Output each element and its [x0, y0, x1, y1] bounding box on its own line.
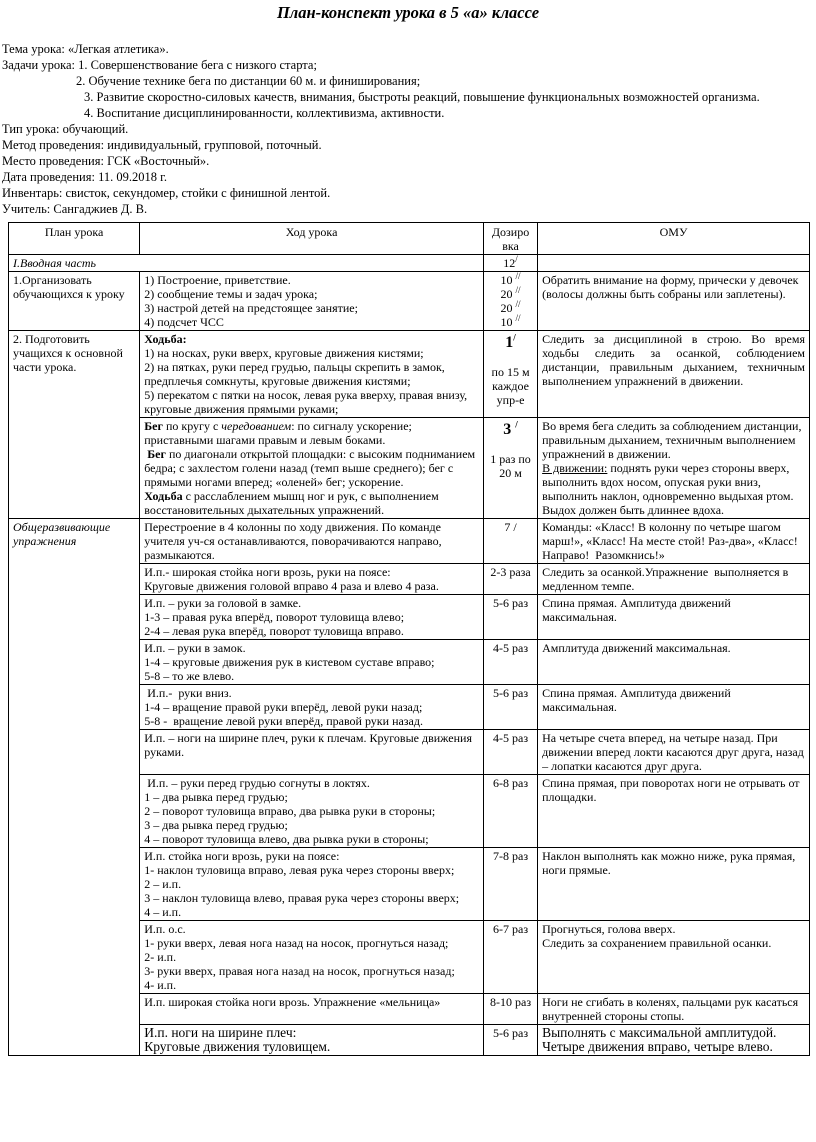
- course-cell: Бег по кругу с чередованием: по сигналу ускорение; приставными шагами правым и левым боками. Бег по диагонали открытой площадки: с высоким подниманием бедра; с захлестом голени назад (темп выше среднего); бег с прямыми ногами вперед; «оленей» бег; ускорение. Ходьба с расслаблением мышц ног и рук, с выполнением восстановительных дыхательных упражнений.: [140, 418, 484, 519]
- exercise-description: И.п. – ноги на ширине плеч, руки к плечам. Круговые движения руками.: [140, 730, 484, 775]
- exercise-dose: 5-6 раз: [483, 685, 537, 730]
- lesson-task-1: [2, 57, 802, 73]
- page-title: План-конспект урока в 5 «а» классе: [276, 3, 540, 22]
- lesson-method: Метод проведения: индивидуальный, групповой, поточный.: [2, 138, 322, 152]
- exercise-dose: 8-10 раз: [483, 994, 537, 1025]
- course-cell: [140, 331, 484, 418]
- walk-line: 1) на носках, руки вверх, круговые движения кистями;: [144, 346, 424, 360]
- exercise-omu: Спина прямая. Амплитуда движений максимальная.: [538, 685, 810, 730]
- exercise-dose: 4-5 раз: [483, 640, 537, 685]
- dose-cell: 10 // 20 // 20 // 10 //: [483, 272, 537, 331]
- intro-label: I.Вводная часть: [9, 255, 484, 272]
- exercise-description: И.п. – руки за головой в замке. 1-3 – правая рука вперёд, поворот туловища влево; 2-4 – левая рука вперёд, поворот туловища вправо.: [140, 595, 484, 640]
- lesson-task-4: 4. Воспитание дисциплинированности, коллективизма, активности.: [84, 106, 445, 120]
- exercise-dose: 4-5 раз: [483, 730, 537, 775]
- exercise-dose: 6-7 раз: [483, 921, 537, 994]
- table-header-row: [9, 223, 810, 255]
- column-header-plan: План урока: [9, 223, 140, 255]
- step-line: 3) настрой детей на предстоящее занятие;: [144, 301, 358, 315]
- exercise-dose: 7-8 раз: [483, 848, 537, 921]
- lesson-header: [2, 41, 802, 217]
- course-cell: [140, 272, 484, 331]
- exercise-omu: Выполнять с максимальной амплитудой. Четыре движения вправо, четыре влево.: [538, 1025, 810, 1056]
- lesson-plan-table: [8, 222, 810, 1056]
- lesson-date: Дата проведения: 11. 09.2018 г.: [2, 170, 167, 184]
- omu-cell: Во время бега следить за соблюдением дистанции, правильным дыханием, техничным выполнением упражнений в движении. В движении: поднять руки через стороны вверх, выполнить вдох носом, опуская руки вниз, выполнить наклон, одновременно выдыхая ртом. Выдох должен быть длиннее вдоха.: [538, 418, 810, 519]
- exercise-description: И.п.- руки вниз. 1-4 – вращение правой руки вперёд, левой руки назад; 5-8 - вращение левой руки вперёд, правой руки назад.: [140, 685, 484, 730]
- exercise-omu: Прогнуться, голова вверх. Следить за сохранением правильной осанки.: [538, 921, 810, 994]
- omu-cell: Следить за дисциплиной в строю. Во время ходьбы следить за осанкой, соблюдением дистанции, правильным дыханием, техничным выполнением упражнений в движении.: [538, 331, 810, 418]
- exercise-dose: 5-6 раз: [483, 1025, 537, 1056]
- plan-cell: 1.Организовать обучающихся к уроку: [9, 272, 140, 331]
- task-text: 1. Совершенствование бега с низкого старта;: [78, 58, 317, 72]
- walk-line: 2) на пятках, руки перед грудью, пальцы скрепить в замок, предплечья сомкнуты, круговые движения кистями;: [144, 360, 445, 388]
- exercise-omu: На четыре счета вперед, на четыре назад. При движении вперед локти касаются друг друга, назад – лопатки касаются друг друга.: [538, 730, 810, 775]
- step-line: 1) Построение, приветствие.: [144, 273, 291, 287]
- intro-omu: [538, 255, 810, 272]
- lesson-task-2: 2. Обучение технике бега по дистанции 60 м. и финиширования;: [76, 74, 421, 88]
- step-line: 4) подсчет ЧСС: [144, 315, 224, 329]
- exercise-dose: 2-3 раза: [483, 564, 537, 595]
- table-row: [9, 331, 810, 418]
- exercise-description: И.п. стойка ноги врозь, руки на поясе: 1- наклон туловища вправо, левая рука через стороны вверх; 2 – и.п. 3 – наклон туловища влево, правая рука через стороны вверх; 4 – и.п.: [140, 848, 484, 921]
- exercise-description: И.п. – руки в замок. 1-4 – круговые движения рук в кистевом суставе вправо; 5-8 – то же влево.: [140, 640, 484, 685]
- exercise-dose: 5-6 раз: [483, 595, 537, 640]
- column-header-dose: Дозиро вка: [483, 223, 537, 255]
- intro-dose: 12/: [483, 255, 537, 272]
- tasks-label: Задачи урока:: [2, 58, 79, 72]
- dose-cell: 3 / 1 раз по 20 м: [483, 418, 537, 519]
- walk-title: Ходьба:: [144, 332, 187, 346]
- column-header-course: Ход урока: [140, 223, 484, 255]
- exercise-description: И.п. – руки перед грудью согнуты в локтях. 1 – два рывка перед грудью; 2 – поворот туловища вправо, два рывка руки в стороны; 3 – два рывка перед грудью; 4 – поворот туловища влево, два рывка руки в стороны;: [140, 775, 484, 848]
- step-line: 2) сообщение темы и задач урока;: [144, 287, 318, 301]
- omu-cell: Обратить внимание на форму, прически у девочек (волосы должны быть собраны или заплетены).: [538, 272, 810, 331]
- lesson-place: Место проведения: ГСК «Восточный».: [2, 154, 210, 168]
- exercise-row: [9, 519, 810, 564]
- dose-cell: 1/ по 15 м каждое упр-е: [483, 331, 537, 418]
- exercise-description: И.п. широкая стойка ноги врозь. Упражнение «мельница»: [140, 994, 484, 1025]
- plan-cell: 2. Подготовить учащихся к основной части урока.: [9, 331, 140, 519]
- exercise-description: И.п. ноги на ширине плеч: Круговые движения туловищем.: [140, 1025, 484, 1056]
- walk-line: 5) перекатом с пятки на носок, левая рука вверху, правая внизу, круговые движения прямыми руками;: [144, 388, 468, 416]
- exercise-omu: Амплитуда движений максимальная.: [538, 640, 810, 685]
- exercise-omu: Спина прямая. Амплитуда движений максимальная.: [538, 595, 810, 640]
- lesson-inventory: Инвентарь: свисток, секундомер, стойки с финишной лентой.: [2, 186, 331, 200]
- lesson-task-3: 3. Развитие скоростно-силовых качеств, внимания, быстроты реакций, повышение функциональных возможностей организма.: [84, 90, 760, 104]
- exercise-dose: 6-8 раз: [483, 775, 537, 848]
- lesson-type: Тип урока: обучающий.: [2, 122, 129, 136]
- exercise-description: Перестроение в 4 колонны по ходу движения. По команде учителя уч-ся останавливаются, поворачиваются направо, размыкаются.: [140, 519, 484, 564]
- exercise-omu: Ноги не сгибать в коленях, пальцами рук касаться внутренней стороны стопы.: [538, 994, 810, 1025]
- exercise-omu: Спина прямая, при поворотах ноги не отрывать от площадки.: [538, 775, 810, 848]
- intro-row: [9, 255, 810, 272]
- oru-label: Общеразвивающие упражнения: [9, 519, 140, 1056]
- exercise-omu: Команды: «Класс! В колонну по четыре шагом марш!», «Класс! На месте стой! Раз-два», «Класс! Направо! Разомкнись!»: [538, 519, 810, 564]
- exercise-description: И.п. о.с. 1- руки вверх, левая нога назад на носок, прогнуться назад; 2- и.п. 3- руки вверх, правая нога назад на носок, прогнуться назад; 4- и.п.: [140, 921, 484, 994]
- lesson-theme: Тема урока: «Легкая атлетика».: [2, 42, 169, 56]
- exercise-dose: 7 /: [483, 519, 537, 564]
- exercise-description: И.п.- широкая стойка ноги врозь, руки на поясе: Круговые движения головой вправо 4 раза и влево 4 раза.: [140, 564, 484, 595]
- lesson-teacher: Учитель: Сангаджиев Д. В.: [2, 202, 148, 216]
- table-row: [9, 272, 810, 331]
- exercise-omu: Следить за осанкой.Упражнение выполняется в медленном темпе.: [538, 564, 810, 595]
- exercise-omu: Наклон выполнять как можно ниже, рука прямая, ноги прямые.: [538, 848, 810, 921]
- column-header-omu: ОМУ: [538, 223, 810, 255]
